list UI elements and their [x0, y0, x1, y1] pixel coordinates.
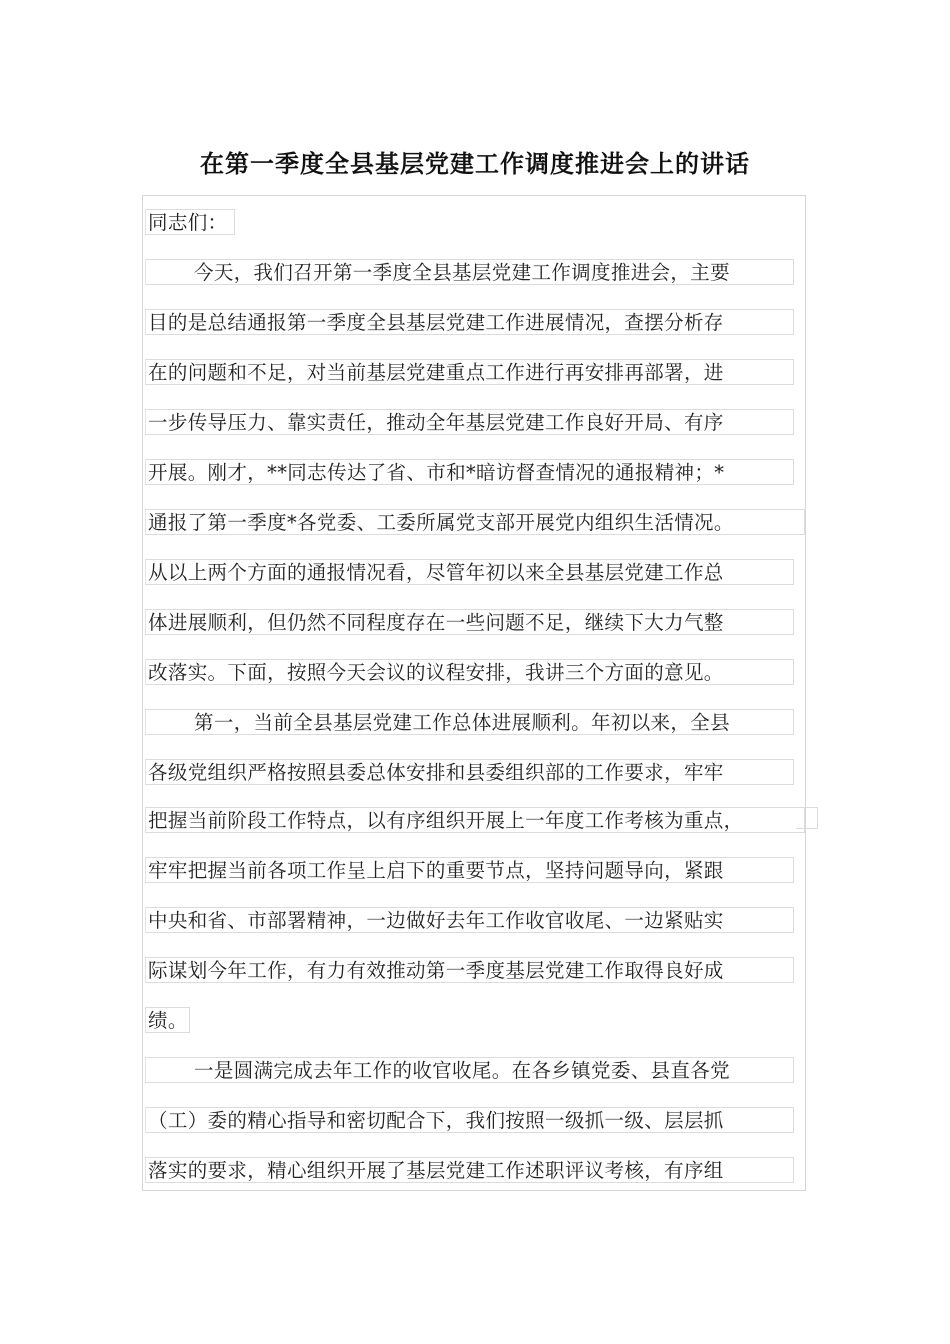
text-line: 今天，我们召开第一季度全县基层党建工作调度推进会，主要 [145, 259, 794, 285]
text-line: （工）委的精心指导和密切配合下，我们按照一级抓一级、层层抓 [145, 1107, 794, 1133]
overflow-marker [796, 807, 818, 829]
text-line: 际谋划今年工作，有力有效推动第一季度基层党建工作取得良好成 [145, 957, 794, 983]
text-line: 牢牢把握当前各项工作呈上启下的重要节点，坚持问题导向，紧跟 [145, 857, 794, 883]
text-line: 目的是总结通报第一季度全县基层党建工作进展情况，查摆分析存 [145, 309, 794, 335]
text-line: 改落实。下面，按照今天会议的议程安排，我讲三个方面的意见。 [145, 659, 794, 685]
text-line: 把握当前阶段工作特点，以有序组织开展上一年度工作考核为重点， [145, 807, 805, 833]
text-line: 在的问题和不足，对当前基层党建重点工作进行再安排再部署，进 [145, 359, 794, 385]
text-line: 落实的要求，精心组织开展了基层党建工作述职评议考核，有序组 [145, 1157, 794, 1183]
text-frame [142, 195, 806, 1191]
text-line: 体进展顺利，但仍然不同程度存在一些问题不足，继续下大力气整 [145, 609, 794, 635]
text-line: 一是圆满完成去年工作的收官收尾。在各乡镇党委、县直各党 [145, 1057, 794, 1083]
text-line: 第一，当前全县基层党建工作总体进展顺利。年初以来，全县 [145, 709, 794, 735]
text-line: 中央和省、市部署精神，一边做好去年工作收官收尾、一边紧贴实 [145, 907, 794, 933]
salutation-line: 同志们： [145, 209, 235, 235]
text-line: 从以上两个方面的通报情况看，尽管年初以来全县基层党建工作总 [145, 559, 794, 585]
text-line: 各级党组织严格按照县委总体安排和县委组织部的工作要求，牢牢 [145, 759, 794, 785]
text-line: 一步传导压力、靠实责任，推动全年基层党建工作良好开局、有序 [145, 409, 794, 435]
text-line: 绩。 [145, 1007, 190, 1033]
text-line: 开展。刚才，**同志传达了省、市和*暗访督查情况的通报精神；* [145, 459, 794, 485]
text-line: 通报了第一季度*各党委、工委所属党支部开展党内组织生活情况。 [145, 509, 805, 535]
document-title: 在第一季度全县基层党建工作调度推进会上的讲话 [200, 150, 750, 178]
